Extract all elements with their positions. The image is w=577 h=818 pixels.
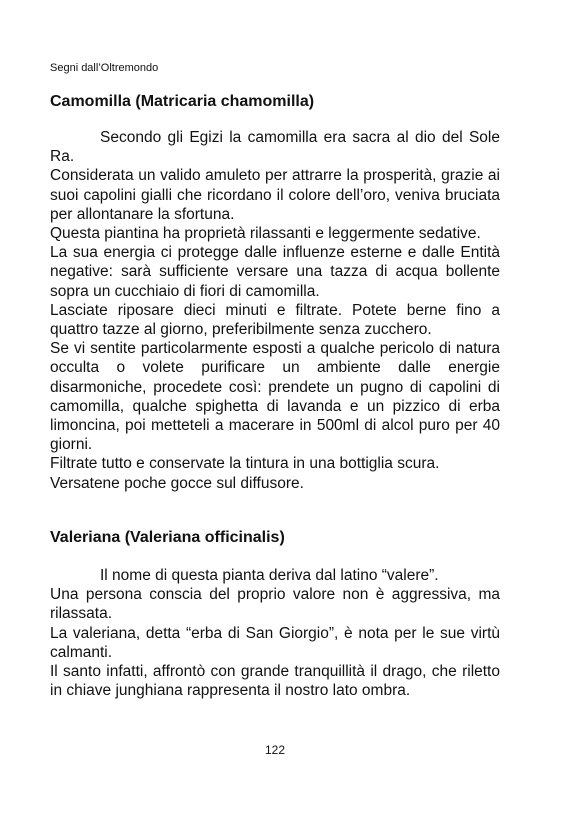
paragraph: Una persona conscia del proprio valore non è aggressiva, ma rilassata. [50,586,500,623]
paragraph: Il nome di questa pianta deriva dal latino “valere”. [100,567,439,584]
book-page [50,0,500,818]
paragraph: La sua energia ci protegge dalle influenze esterne e dalle Entità negative: sarà sufficiente versare una tazza di acqua bollente sopra un cucchiaio di fiori di camomilla. [50,244,500,300]
section-heading-camomilla: Camomilla (Matricaria chamomilla) [50,93,315,110]
section-heading-valeriana: Valeriana (Valeriana officinalis) [50,529,285,546]
paragraph: Versatene poche gocce sul diffusore. [50,474,304,492]
section-body-camomilla [50,128,500,493]
paragraph: La valeriana, detta “erba di San Giorgio”, è nota per le sue virtù calmanti. [50,624,500,661]
paragraph: Considerata un valido amuleto per attrarre la prosperità, grazie ai suoi capolini gialli che ricordano il colore dell’oro, veniva bruciata per allontanare la sfortuna. [50,167,500,223]
page-number: 122 [264,743,286,757]
paragraph: Il santo infatti, affrontò con grande tranquillità il drago, che riletto in chiave junghiana rappresenta il nostro lato ombra. [50,663,500,700]
running-header: Segni dall’Oltremondo [50,62,159,74]
paragraph: Filtrate tutto e conservate la tintura in una bottiglia scura. [50,455,440,473]
paragraph: Secondo gli Egizi la camomilla era sacra al dio del Sole Ra. [50,129,500,166]
paragraph: Questa piantina ha proprietà rilassanti e leggermente sedative. [50,225,481,243]
paragraph: Se vi sentite particolarmente esposti a qualche pericolo di natura occulta o volete purificare un ambiente dalle energie disarmoniche, procedete così: prendete un pugno di capolini di camomilla, qualche spighetta di lavanda e un pizzico di erba limoncina, poi metteteli a macerare in 500ml di alcol puro per 40 giorni. [50,340,500,454]
paragraph: Lasciate riposare dieci minuti e filtrate. Potete berne fino a quattro tazze al giorno, preferibilmente senza zucchero. [50,301,500,339]
section-body-valeriana [50,566,500,700]
